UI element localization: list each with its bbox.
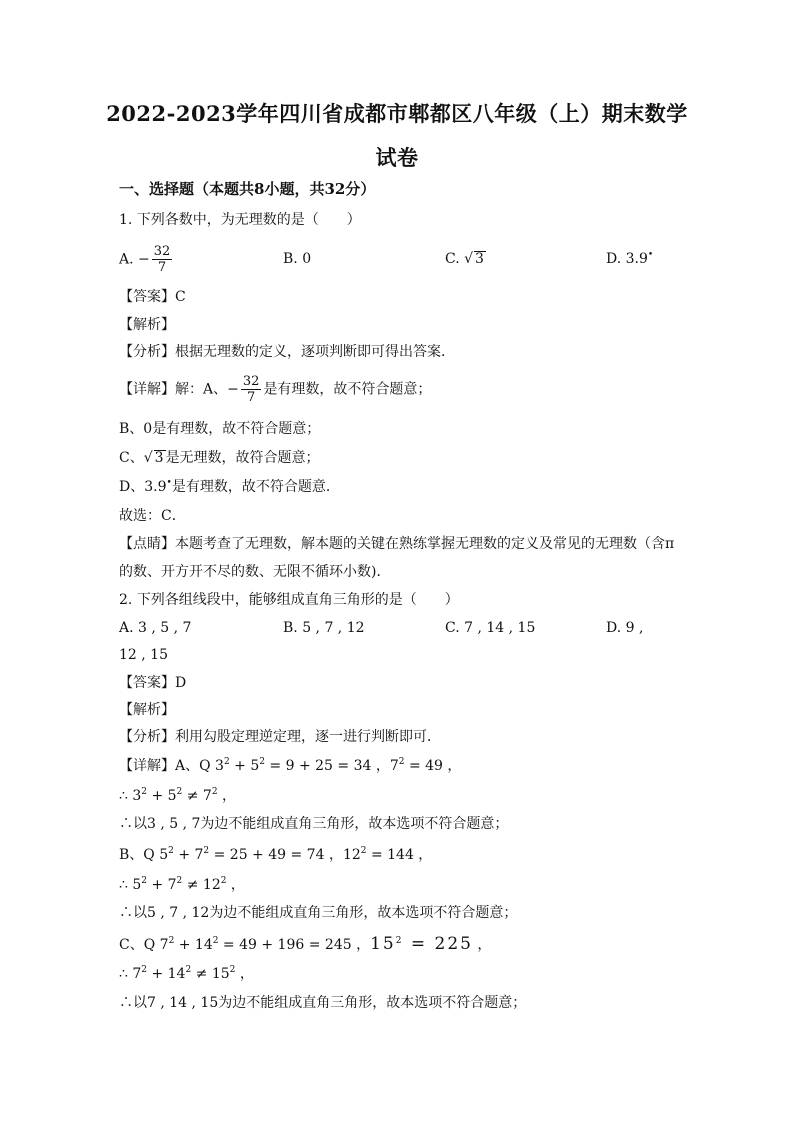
q2-option-b: B. 5 , 7 , 12: [283, 620, 365, 636]
q1-dianjing-continued: 的数、开方开不尽的数、无限不循环小数)．: [119, 564, 391, 580]
radical-sign-icon: √: [464, 251, 474, 267]
q1-analysis-tag: 【解析】: [119, 317, 175, 333]
q1-option-a: A. − $\frac{32}{7}$: [119, 244, 171, 275]
q2-fenxi: 【分析】利用勾股定理逆定理，逐一进行判断即可．: [119, 729, 441, 745]
q2-detail-b: B、Q $5^2 + 7^2 = 25 + 49 = 74$ ，$12^2 = 144$ ，: [119, 846, 433, 863]
q1-detail-d: D、3.9•是有理数，故不符合题意．: [119, 478, 340, 495]
q2-conclusion-c: ∴以7 , 14 , 15为边不能组成直角三角形，故本选项不符合题意；: [119, 995, 527, 1011]
page-title-continued: 试卷: [375, 145, 419, 170]
q2-conclusion-a: ∴以3 , 5 , 7为边不能组成直角三角形，故本选项不符合题意；: [119, 816, 509, 832]
q2-step-c: ∴ $7^2 + 14^2 \ne 15^2$ ，: [119, 965, 254, 982]
section-heading: 一、选择题（本题共8小题，共32分）: [119, 180, 376, 198]
q2-option-d-continued: 12 , 15: [119, 647, 168, 663]
q2-analysis-tag: 【解析】: [119, 702, 175, 718]
question-2-stem: 2. 下列各组线段中，能够组成直角三角形的是（ ）: [119, 592, 459, 608]
q2-detail-a: 【详解】A、Q $3^2 + 5^2 = 9 + 25 = 34$ ，$7^2 = 49$ ，: [119, 757, 462, 774]
radical-sign-icon: √: [143, 450, 153, 466]
q1-dianjing: 【点睛】本题考查了无理数，解本题的关键在熟练掌握无理数的定义及常见的无理数（含π: [119, 536, 675, 552]
q2-step-a: ∴ $3^2 + 5^2 \ne 7^2$ ，: [119, 787, 237, 804]
q1-detail-b: B、0是有理数，故不符合题意；: [119, 421, 321, 437]
repeat-dot-icon: •: [166, 478, 172, 488]
page-title: 2022-2023学年四川省成都市郫都区八年级（上）期末数学: [106, 101, 688, 126]
q1-option-c: C. √ 3: [445, 251, 484, 267]
q2-step-b: ∴ $5^2 + 7^2 \ne 12^2$ ，: [119, 876, 245, 893]
q1-option-b: B. 0: [283, 251, 312, 267]
q1-detail-a: 【详解】解：A、− $\frac{32}{7}$ 是有理数，故不符合题意；: [119, 374, 432, 405]
q1-choose: 故选：C．: [119, 508, 186, 524]
repeat-dot-icon: •: [647, 250, 654, 260]
fraction: $\frac{32}{7}$: [153, 244, 171, 275]
q2-option-a: A. 3 , 5 , 7: [119, 620, 192, 636]
q1-fenxi: 【分析】根据无理数的定义，逐项判断即可得出答案．: [119, 344, 455, 360]
q1-answer: 【答案】C: [119, 289, 186, 305]
question-1-stem: 1. 下列各数中，为无理数的是（ ）: [119, 212, 361, 228]
q2-answer: 【答案】D: [119, 675, 187, 691]
q1-option-d: D. 3.9•: [606, 250, 654, 267]
q1-detail-c: C、√ 3 是无理数，故符合题意；: [119, 450, 320, 466]
q2-option-d: D. 9 ,: [606, 620, 644, 636]
q2-conclusion-b: ∴以5 , 7 , 12为边不能组成直角三角形，故本选项不符合题意；: [119, 905, 518, 921]
q2-option-c: C. 7 , 14 , 15: [445, 620, 536, 636]
q2-detail-c: C、Q $7^2 + 14^2 = 49 + 196 = 245$ ，$15^2 = 225$ ，: [119, 934, 492, 954]
fraction: $\frac{32}{7}$: [242, 374, 260, 405]
